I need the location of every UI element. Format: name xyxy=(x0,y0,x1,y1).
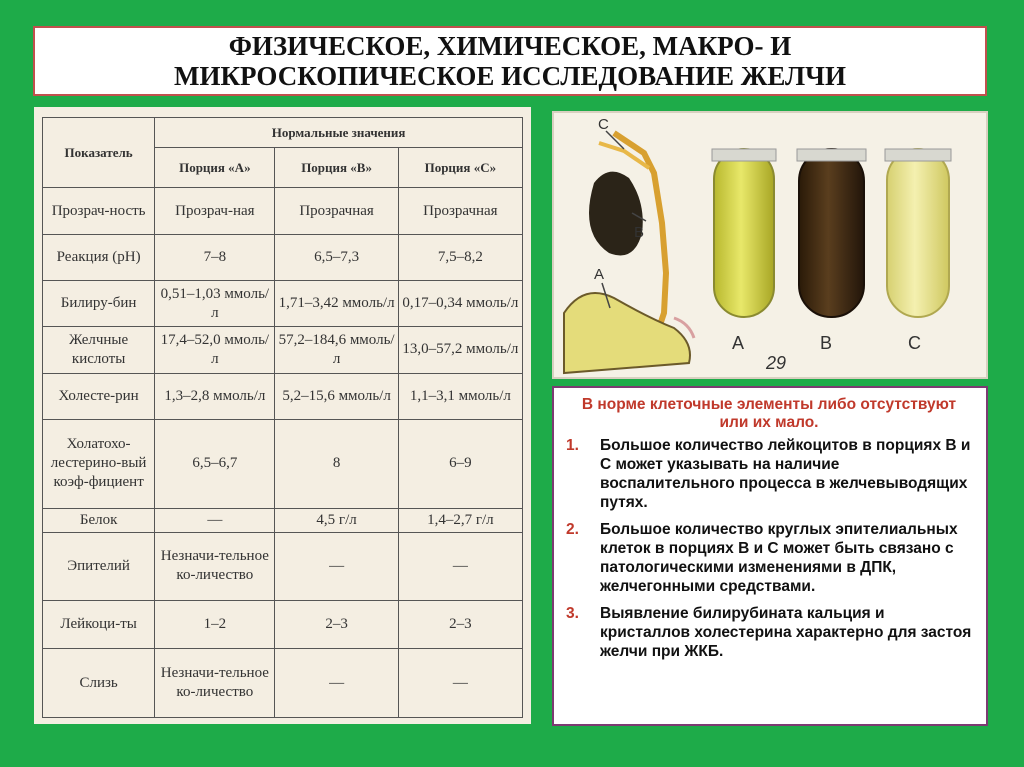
row-value-a: — xyxy=(155,508,275,532)
figure-number: 29 xyxy=(766,353,787,373)
tube-a-label: А xyxy=(732,333,745,353)
list-item-text: Выявление билирубината кальция и кристаллов холестерина характерно для застоя желчи при ЖКБ. xyxy=(600,605,972,660)
row-value-b: 5,2–15,6 ммоль/л xyxy=(275,373,398,419)
list-item xyxy=(566,436,972,512)
title-box xyxy=(33,26,987,96)
label-b-side: В xyxy=(634,224,645,241)
list-item xyxy=(566,604,972,661)
list-item-number: 2. xyxy=(566,521,579,538)
row-param: Слизь xyxy=(43,649,155,718)
row-value-a: 6,5–6,7 xyxy=(155,419,275,508)
tube-b xyxy=(797,149,866,317)
row-value-b: 2–3 xyxy=(275,601,398,649)
row-value-c: 1,4–2,7 г/л xyxy=(398,508,522,532)
notes-list xyxy=(566,436,972,661)
list-item-text: Большое количество лейкоцитов в порциях В и С может указывать на наличие воспалительного процесса в желчевыводящих путях. xyxy=(600,437,971,511)
row-value-b: Прозрачная xyxy=(275,188,398,234)
row-value-a: 7–8 xyxy=(155,234,275,280)
row-param: Билиру-бин xyxy=(43,281,155,327)
row-param: Реакция (pH) xyxy=(43,234,155,280)
table-row xyxy=(43,508,523,532)
row-param: Холесте-рин xyxy=(43,373,155,419)
tube-c-label: С xyxy=(908,333,921,353)
row-value-c: 7,5–8,2 xyxy=(398,234,522,280)
label-a-side: А xyxy=(594,266,605,283)
table-row xyxy=(43,188,523,234)
row-param: Холатохо-лестерино-вый коэф-фициент xyxy=(43,419,155,508)
row-value-c: 1,1–3,1 ммоль/л xyxy=(398,373,522,419)
slide-title xyxy=(174,31,846,91)
row-value-a: 1,3–2,8 ммоль/л xyxy=(155,373,275,419)
notes-panel xyxy=(552,386,988,726)
table-row xyxy=(43,601,523,649)
table-row xyxy=(43,327,523,373)
table-row xyxy=(43,419,523,508)
row-param: Лейкоци-ты xyxy=(43,601,155,649)
row-value-c: 2–3 xyxy=(398,601,522,649)
row-param: Прозрач-ность xyxy=(43,188,155,234)
header-portion-c: Порция «С» xyxy=(398,148,522,188)
row-value-c: — xyxy=(398,649,522,718)
row-value-c: 0,17–0,34 ммоль/л xyxy=(398,281,522,327)
row-value-a: Незначи-тельное ко-личество xyxy=(155,649,275,718)
row-param: Белок xyxy=(43,508,155,532)
list-item-number: 1. xyxy=(566,437,579,454)
row-value-a: Прозрач-ная xyxy=(155,188,275,234)
list-item xyxy=(566,520,972,596)
row-value-a: Незначи-тельное ко-личество xyxy=(155,532,275,600)
row-value-b: 57,2–184,6 ммоль/л xyxy=(275,327,398,373)
norms-table-panel xyxy=(34,107,531,724)
row-value-b: 1,71–3,42 ммоль/л xyxy=(275,281,398,327)
table-row xyxy=(43,649,523,718)
header-portion-b: Порция «В» xyxy=(275,148,398,188)
table-row xyxy=(43,532,523,600)
title-line-2: МИКРОСКОПИЧЕСКОЕ ИССЛЕДОВАНИЕ ЖЕЛЧИ xyxy=(173,61,846,91)
row-param: Желчные кислоты xyxy=(43,327,155,373)
row-value-b: 4,5 г/л xyxy=(275,508,398,532)
header-param: Показатель xyxy=(43,118,155,188)
list-item-number: 3. xyxy=(566,605,579,622)
row-value-c: — xyxy=(398,532,522,600)
table-row xyxy=(43,234,523,280)
row-param: Эпителий xyxy=(43,532,155,600)
gallbladder-shape xyxy=(589,172,643,256)
hepatic-duct xyxy=(599,143,649,168)
header-portion-a: Порция «А» xyxy=(155,148,275,188)
label-c-top: С xyxy=(598,116,609,133)
list-item-text: Большое количество круглых эпителиальных клеток в порциях В и С может быть связано с патологическими изменениями в ДПК, желчегонными средствами. xyxy=(600,521,958,595)
row-value-c: Прозрачная xyxy=(398,188,522,234)
table-row xyxy=(43,373,523,419)
row-value-b: — xyxy=(275,532,398,600)
row-value-c: 13,0–57,2 ммоль/л xyxy=(398,327,522,373)
duodenum-shape xyxy=(564,293,690,373)
row-value-c: 6–9 xyxy=(398,419,522,508)
header-row-1 xyxy=(43,118,523,148)
title-line-1: ФИЗИЧЕСКОЕ, ХИМИЧЕСКОЕ, МАКРО- И xyxy=(228,31,792,61)
row-value-b: 6,5–7,3 xyxy=(275,234,398,280)
tube-b-label: В xyxy=(820,333,833,353)
bile-portions-illustration xyxy=(552,111,988,379)
row-value-b: 8 xyxy=(275,419,398,508)
notes-heading: В норме клеточные элементы либо отсутствуют или их мало. xyxy=(581,396,957,431)
tube-c xyxy=(885,149,951,317)
row-value-b: — xyxy=(275,649,398,718)
row-value-a: 1–2 xyxy=(155,601,275,649)
tube-a xyxy=(712,149,776,317)
row-value-a: 0,51–1,03 ммоль/л xyxy=(155,281,275,327)
table-row xyxy=(43,281,523,327)
norms-table xyxy=(42,117,523,718)
row-value-a: 17,4–52,0 ммоль/л xyxy=(155,327,275,373)
header-normal-values: Нормальные значения xyxy=(155,118,523,148)
illustration-svg xyxy=(554,113,986,377)
